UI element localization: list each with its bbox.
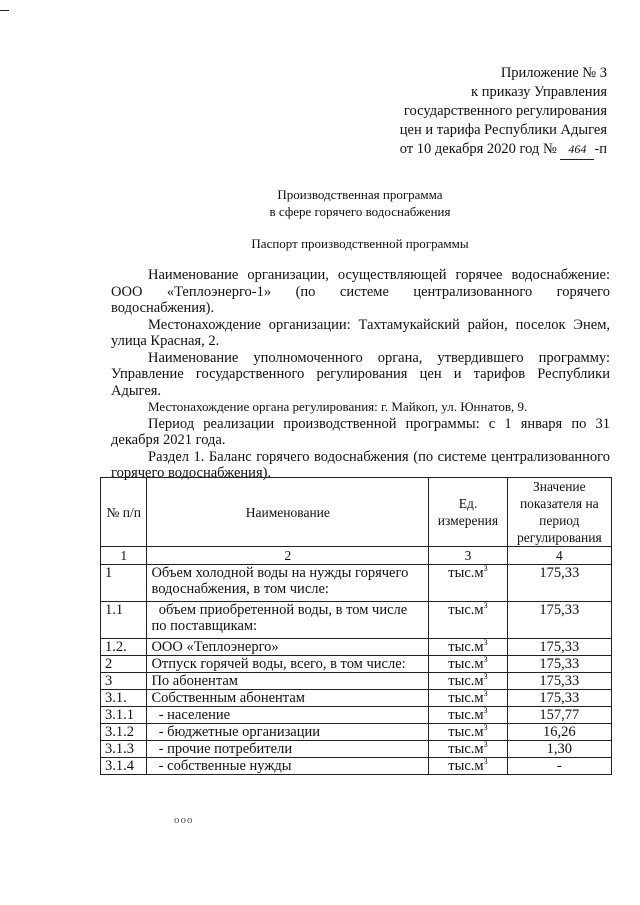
row-unit [429,602,507,639]
row-unit [429,741,507,758]
authority-location-paragraph: Местонахождение органа регулирования: г. Майкоп, ул. Юннатов, 9. [148,399,528,414]
row-number: 3.1. [101,690,147,707]
header-unit: Ед. измерения [429,478,507,547]
program-title-line: в сфере горячего водоснабжения [269,204,451,219]
unit-superscript: 3 [483,740,488,750]
unit-base: тыс.м [448,758,484,774]
appendix-line: государственного регулирования [403,103,607,119]
unit-superscript: 3 [483,601,488,611]
table-row [101,639,612,656]
row-number: 3.1.4 [101,758,147,775]
row-value: 175,33 [507,602,611,639]
row-name: Отпуск горячей воды, всего, в том числе: [147,656,429,673]
unit-superscript: 3 [483,672,488,682]
column-number: 4 [507,547,611,565]
row-number: 3.1.2 [101,724,147,741]
row-unit [429,565,507,602]
unit-superscript: 3 [483,689,488,699]
row-name: По абонентам [147,673,429,690]
unit-base: тыс.м [448,639,484,655]
row-value: 175,33 [507,639,611,656]
table-row [101,602,612,639]
row-name: - население [147,707,429,724]
header-no: № п/п [101,478,147,547]
passport-title: Паспорт производственной программы [251,236,469,251]
appendix-line: к приказу Управления [471,84,607,100]
table-row [101,707,612,724]
row-number: 3.1.1 [101,707,147,724]
appendix-date-prefix: от 10 декабря 2020 год № [399,141,557,157]
unit-base: тыс.м [448,656,484,672]
row-name: ООО «Теплоэнерго» [147,639,429,656]
authority-paragraph: Наименование уполномоченного органа, утвердившего программу: Управление государственного регулирования цен и тарифов Республики Адыгея. [111,349,610,399]
row-value: 16,26 [507,724,611,741]
program-title-line: Производственная программа [277,187,443,202]
row-value: - [507,758,611,775]
row-number: 1 [101,565,147,602]
unit-base: тыс.м [448,673,484,689]
column-number-row [101,547,612,565]
row-unit [429,673,507,690]
row-name: - собственные нужды [147,758,429,775]
row-number: 1.2. [101,639,147,656]
table-header-row [101,478,612,547]
organization-name-paragraph: Наименование организации, осуществляющей горячее водоснабжение: ООО «Теплоэнерго-1» (по системе централизованного горячего водоснабжения). [111,267,610,316]
row-name: Собственным абонентам [147,690,429,707]
row-number: 2 [101,656,147,673]
row-unit [429,758,507,775]
row-number: 3.1.3 [101,741,147,758]
order-number: 464 [560,140,594,160]
header-name: Наименование [147,478,429,547]
order-suffix: -п [594,141,607,157]
table-row [101,741,612,758]
passport-paragraphs [111,267,610,482]
footer-mark: ооо [174,814,194,826]
row-unit [429,639,507,656]
table-row [101,758,612,775]
row-value: 175,33 [507,673,611,690]
row-unit [429,724,507,741]
unit-base: тыс.м [448,602,484,618]
header-value: Значение показателя на период регулирования [507,478,611,547]
appendix-line: цен и тарифа Республики Адыгея [399,122,607,138]
unit-superscript: 3 [483,655,488,665]
unit-base: тыс.м [448,724,484,740]
table-row [101,690,612,707]
unit-superscript: 3 [483,723,488,733]
row-number: 1.1 [101,602,147,639]
section-heading-paragraph: Раздел 1. Баланс горячего водоснабжения (по системе централизованного горячего водоснабжения). [111,448,610,481]
row-name: объем приобретенной воды, в том числе по поставщикам: [147,602,429,639]
row-name: Объем холодной воды на нужды горячего водоснабжения, в том числе: [147,565,429,602]
row-unit [429,656,507,673]
row-unit [429,690,507,707]
row-value: 157,77 [507,707,611,724]
column-number: 2 [147,547,429,565]
organization-location-paragraph: Местонахождение организации: Тахтамукайский район, поселок Энем, улица Красная, 2. [111,316,610,349]
page-edge-mark [0,10,9,11]
table-row [101,565,612,602]
hot-water-balance-table [100,477,612,775]
column-number: 1 [101,547,147,565]
table-row [101,724,612,741]
appendix-line: Приложение № 3 [500,65,607,81]
unit-base: тыс.м [448,690,484,706]
program-title [100,186,620,220]
appendix-header [400,64,607,160]
unit-superscript: 3 [483,638,488,648]
row-value: 175,33 [507,565,611,602]
unit-base: тыс.м [448,565,484,581]
appendix-date-line [400,140,607,160]
column-number: 3 [429,547,507,565]
unit-superscript: 3 [483,564,488,574]
unit-superscript: 3 [483,757,488,767]
unit-superscript: 3 [483,706,488,716]
row-name: - бюджетные организации [147,724,429,741]
unit-base: тыс.м [448,707,484,723]
row-value: 175,33 [507,690,611,707]
period-paragraph: Период реализации производственной программы: с 1 января по 31 декабря 2021 года. [111,415,610,448]
row-number: 3 [101,673,147,690]
table-row [101,656,612,673]
row-name: - прочие потребители [147,741,429,758]
table-row [101,673,612,690]
row-value: 175,33 [507,656,611,673]
row-unit [429,707,507,724]
unit-base: тыс.м [448,741,484,757]
row-value: 1,30 [507,741,611,758]
